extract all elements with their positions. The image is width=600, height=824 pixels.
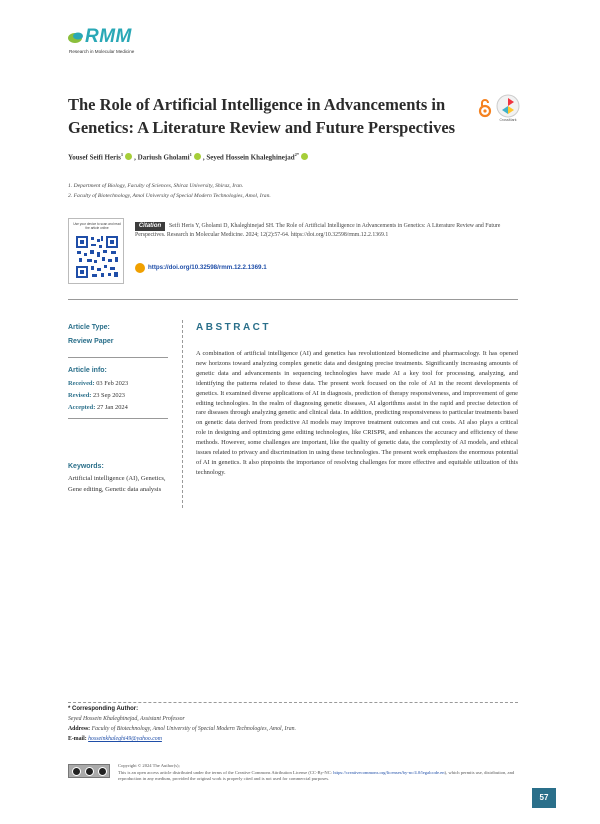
address-value: Faculty of Biotechnology, Amol University of Special Modern Technologies, Amol, Iran. (91, 726, 296, 732)
keywords-label: Keywords: (68, 463, 104, 470)
qr-caption: Use your device to scan and read the article online (73, 222, 121, 230)
received-date (68, 380, 128, 387)
address-label: Address: (68, 726, 91, 732)
email-link[interactable]: hosseinkhaleghi49@yahoo.com (88, 736, 162, 742)
revised-label: Revised: (68, 392, 92, 399)
nc-icon (98, 767, 107, 776)
received-value: 03 Feb 2023 (96, 380, 129, 387)
author-sup: 1 (120, 152, 124, 157)
received-label: Received: (68, 380, 95, 387)
copyright-line: Copyright © 2024 The Author(s); (118, 763, 180, 768)
crossmark-label: CrossMark (499, 118, 517, 122)
crossmark-icon (496, 94, 520, 118)
citation-text: Seifi Heris Y, Gholami D, Khaleghinejad SH. The Role of Artificial Intelligence in Advancements in Genetics: A Literature Review and Future Perspectives. Research in Molecular Medicine. 2024; 12(2):57-64. https://doi.org/10.32598/rmm.12.2.1369.1 (135, 223, 501, 238)
accepted-date (68, 404, 128, 411)
qr-panel (68, 218, 124, 284)
author-list: Yousef Seifi Heris$^1$ , Dariush Gholami$^1$ , Seyed Hossein Khaleghinejad$^{2*}$ (68, 152, 518, 161)
author-name: Dariush Gholami (137, 153, 190, 162)
article-type-label: Article Type: (68, 324, 110, 331)
page-number: 57 (532, 788, 556, 808)
keywords-list: Artificial intelligence (AI), Genetics, Gene editing, Genetic data analysis (68, 475, 166, 493)
license-link[interactable]: https://creativecommons.org/licenses/by-nc/4.0/legalcode.en (333, 769, 445, 775)
footnote-divider (68, 702, 518, 703)
journal-logo-text: RMM (85, 26, 132, 47)
article-title: The Role of Artificial Intelligence in Advancements in Genetics: A Literature Review and Future Perspectives (68, 95, 456, 137)
email-label: E-mail: (68, 736, 87, 742)
corresponding-author-address (68, 726, 296, 732)
affiliation: 1. Department of Biology, Faculty of Sciences, Shiraz University, Shiraz, Iran. (68, 183, 244, 189)
journal-logo (67, 28, 157, 56)
corresponding-author-name: Seyed Hossein Khaleghinejad, Assistant Professor (68, 716, 185, 722)
revised-date (68, 392, 125, 399)
author-name: Yousef Seifi Heris (68, 153, 121, 162)
license-notice (118, 763, 518, 783)
orcid-icon[interactable] (301, 153, 308, 160)
author-sup: 1 (189, 152, 192, 157)
left-divider (68, 418, 168, 419)
column-separator (182, 320, 183, 508)
qr-code-icon[interactable] (75, 235, 119, 279)
author-sup: 2* (294, 152, 300, 157)
left-divider (68, 357, 168, 358)
by-icon (85, 767, 94, 776)
affiliation: 2. Faculty of Biotechnology, Amol University of Special Modern Technologies, Amol, Iran. (68, 193, 271, 199)
orcid-icon[interactable] (194, 153, 201, 160)
citation-badge: Citation (135, 222, 165, 231)
abstract-heading: ABSTRACT (196, 322, 271, 333)
license-text (118, 770, 518, 783)
article-type-value: Review Paper (68, 338, 114, 345)
author-name: Seyed Hossein Khaleghinejad (206, 153, 295, 162)
creative-commons-badge[interactable] (68, 764, 110, 778)
doi-icon (135, 263, 145, 273)
article-info-label: Article info: (68, 367, 107, 374)
accepted-value: 27 Jan 2024 (96, 404, 128, 411)
abstract-body: A combination of artificial intelligence (AI) and genetics has revolutionized biomedicine and pharmacology. It has opened new horizons toward analyzing complex genetic data and designing precise treatments. Significantly increasing amounts of genetic data and advancements in sequencing technologies have made AI a key tool for processing, analyzing, and identifying the patterns related to these data. The present work focused on the role of AI in the recent developments of genetics. It examined diverse applications of AI in diagnosis, prediction of therapy responsiveness, and improvement of gene editing technologies. In the realm of diagnosing genetic diseases, AI algorithms assist in the rapid and precise detection of rare diseases through analyzing genetic and clinical data. In addition, predicting responsiveness to particular treatments based on genetic data derived from predictive AI models may improve treatment outcomes and cut costs. AI also plays a critical role in designing and optimizing gene editing technologies, like CRISPR, and enhances the accuracy and efficiency of these methods. However, some challenges are important, like the quality of genetic data, the complexity of AI models, and ethical issues related to privacy and discrimination in using these technologies. The present work emphasizes the enormous potential of AI in genetics. It also pinpoints the importance of resolving challenges for more effective and equitable utilization of this technology. (196, 350, 518, 476)
cc-icon (72, 767, 81, 776)
corresponding-author-heading: * Corresponding Author: (68, 706, 139, 712)
crossmark-badge[interactable] (496, 94, 520, 124)
license-text-2: ), which permits use, distribution, and reproduction in any medium, provided the original work is properly cited and is not used for commercial purposes. (118, 769, 515, 782)
license-text-1: This is an open access article distributed under the terms of the Creative Commons Attribution License (CC-By-NC: (118, 769, 334, 775)
corresponding-author-email (68, 736, 162, 742)
doi-link[interactable]: https://doi.org/10.32598/rmm.12.2.1369.1 (148, 264, 267, 271)
orcid-icon[interactable] (125, 153, 132, 160)
open-access-icon[interactable] (478, 98, 492, 118)
journal-logo-subtitle: Research in Molecular Medicine (69, 49, 135, 54)
accepted-label: Accepted: (68, 404, 96, 411)
section-divider (68, 299, 518, 300)
revised-value: 23 Sep 2023 (93, 392, 126, 399)
